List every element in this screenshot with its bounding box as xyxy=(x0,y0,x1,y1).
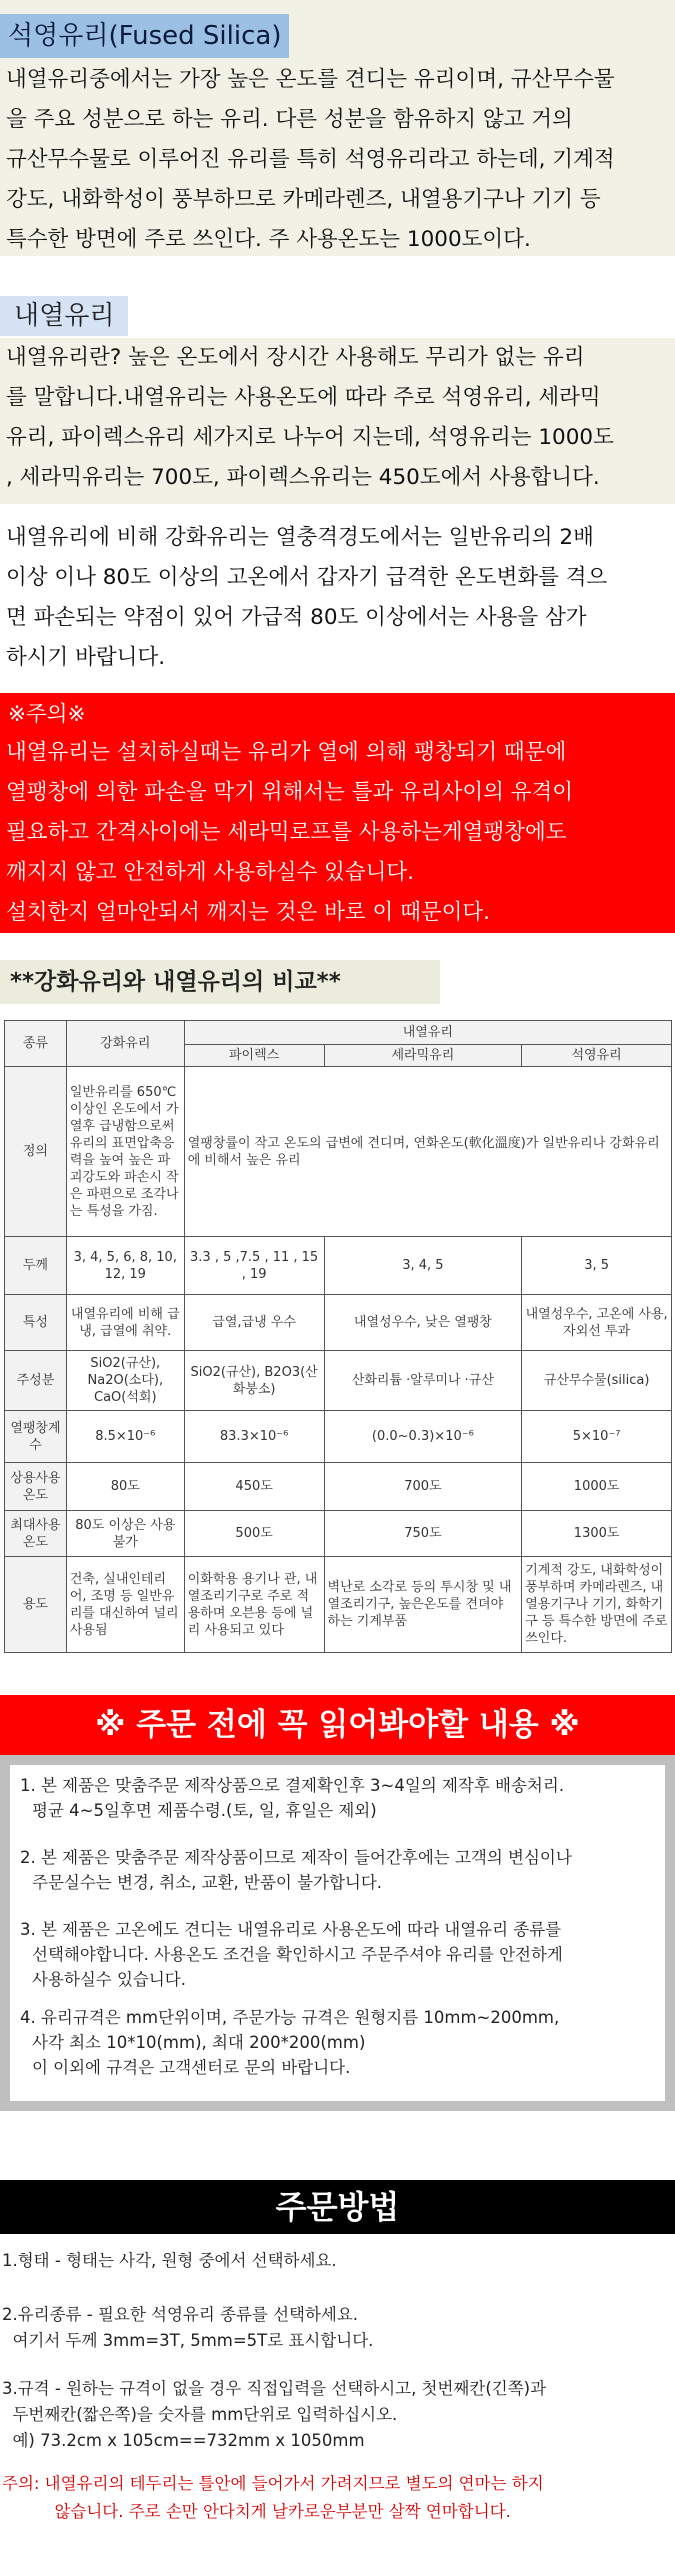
text-line: 선택해야합니다. 사용온도 조건을 확인하시고 주문주셔야 유리를 안전하게 xyxy=(32,1945,563,1964)
heat-glass-section xyxy=(0,338,675,504)
table-cell: 열팽창률이 작고 온도의 급변에 견디며, 연화온도(軟化溫度)가 일반유리나 강화유리에 비해서 높은 유리 xyxy=(184,1067,671,1237)
order-step xyxy=(2,2302,373,2354)
row-label: 특성 xyxy=(5,1295,67,1351)
fused-silica-title: 석영유리(Fused Silica) xyxy=(0,14,289,58)
caution-box xyxy=(0,693,675,933)
row-label: 상용사용온도 xyxy=(5,1463,67,1511)
table-row xyxy=(5,1411,672,1463)
table-cell: 규산무수물(silica) xyxy=(522,1351,672,1411)
table-cell: 기계적 강도, 내화학성이 풍부하며 카메라렌즈, 내열용기구나 기기, 화학기구 등 특수한 방면에 주로 쓰인다. xyxy=(522,1557,672,1653)
text-line: 주문실수는 변경, 취소, 교환, 반품이 불가합니다. xyxy=(32,1873,383,1892)
fused-silica-section xyxy=(0,0,675,256)
order-notice-content xyxy=(10,1765,665,2101)
row-label: 정의 xyxy=(5,1067,67,1237)
text-line: 특수한 방면에 주로 쓰인다. 주 사용온도는 1000도이다. xyxy=(6,227,531,252)
text-line: 규산무수물로 이루어진 유리를 특히 석영유리라고 하는데, 기계적 xyxy=(6,147,615,172)
row-label: 두께 xyxy=(5,1237,67,1295)
table-cell: 3.3 , 5 ,7.5 , 11 , 15 , 19 xyxy=(184,1237,324,1295)
notice-item xyxy=(20,1773,564,1823)
caution-text xyxy=(6,733,670,933)
table-header-quartz: 석영유리 xyxy=(522,1045,672,1067)
order-footnote xyxy=(0,2470,675,2526)
fused-silica-description xyxy=(6,60,670,260)
table-cell: 450도 xyxy=(184,1463,324,1511)
table-cell: 산화리튬 ·알루미나 ·규산 xyxy=(324,1351,522,1411)
text-line: 를 말합니다.내열유리는 사용온도에 따라 주로 석영유리, 세라믹 xyxy=(6,385,601,410)
how-to-order-title: 주문방법 xyxy=(0,2180,675,2234)
row-label: 최대사용온도 xyxy=(5,1511,67,1557)
table-cell: 3, 4, 5, 6, 8, 10, 12, 19 xyxy=(66,1237,184,1295)
text-line: , 세라믹유리는 700도, 파이렉스유리는 450도에서 사용합니다. xyxy=(6,465,600,490)
text-line: 사용하실수 있습니다. xyxy=(32,1970,186,1989)
table-row xyxy=(5,1351,672,1411)
table-cell: 내열성우수, 고온에 사용, 자외선 투과 xyxy=(522,1295,672,1351)
text-line: 유리, 파이렉스유리 세가지로 나누어 지는데, 석영유리는 1000도 xyxy=(6,425,614,450)
text-line: 설치한지 얼마안되서 깨지는 것은 바로 이 때문이다. xyxy=(6,900,490,925)
table-cell: 급열,급냉 우수 xyxy=(184,1295,324,1351)
table-row xyxy=(5,1463,672,1511)
row-label: 주성분 xyxy=(5,1351,67,1411)
text-line: 평균 4~5일후면 제품수령.(토, 일, 휴일은 제외) xyxy=(32,1801,377,1820)
text-line: 1. 본 제품은 맞춤주문 제작상품으로 결제확인후 3~4일의 제작후 배송처리. xyxy=(20,1776,565,1795)
row-label: 열팽창계수 xyxy=(5,1411,67,1463)
table-cell: 3, 4, 5 xyxy=(324,1237,522,1295)
text-line: 사각 최소 10*10(mm), 최대 200*200(mm) xyxy=(32,2033,366,2052)
table-cell: 750도 xyxy=(324,1511,522,1557)
text-line: 열팽창에 의한 파손을 막기 위해서는 틀과 유리사이의 유격이 xyxy=(6,780,574,805)
text-line: 3.규격 - 원하는 규격이 없을 경우 직접입력을 선택하시고, 첫번째칸(긴쪽)과 xyxy=(2,2379,547,2398)
tempered-glass-note xyxy=(6,518,670,678)
table-cell: 1300도 xyxy=(522,1511,672,1557)
text-line: 여기서 두께 3mm=3T, 5mm=5T로 표시합니다. xyxy=(2,2331,374,2350)
text-line: 면 파손되는 약점이 있어 가급적 80도 이상에서는 사용을 삼가 xyxy=(6,605,587,630)
table-cell: 5×10⁻⁷ xyxy=(522,1411,672,1463)
table-row xyxy=(5,1557,672,1653)
table-cell: 83.3×10⁻⁶ xyxy=(184,1411,324,1463)
table-cell: 일반유리를 650℃이상인 온도에서 가열후 급냉함으로써 유리의 표면압축응력을 높여 높은 파괴강도와 파손시 작은 파편으로 조각나는 특성을 가짐. xyxy=(66,1067,184,1237)
row-label: 용도 xyxy=(5,1557,67,1653)
heat-glass-title: 내열유리 xyxy=(0,296,128,336)
text-line: 4. 유리규격은 mm단위이며, 주문가능 규격은 원형지름 10mm~200mm, xyxy=(20,2008,560,2027)
text-line: 필요하고 간격사이에는 세라믹로프를 사용하는게열팽창에도 xyxy=(6,820,567,845)
table-row xyxy=(5,1067,672,1237)
table-cell: 1000도 xyxy=(522,1463,672,1511)
table-row xyxy=(5,1237,672,1295)
notice-item xyxy=(20,1917,563,1992)
table-cell: 건축, 실내인테리어, 조명 등 일반유리를 대신하여 널리 사용됨 xyxy=(66,1557,184,1653)
table-cell: 80도 이상은 사용불가 xyxy=(66,1511,184,1557)
text-line: 1.형태 - 형태는 사각, 원형 중에서 선택하세요. xyxy=(2,2251,337,2270)
table-cell: 내열성우수, 낮은 열팽창 xyxy=(324,1295,522,1351)
table-header-pyrex: 파이렉스 xyxy=(184,1045,324,1067)
text-line: 예) 73.2cm x 105cm==732mm x 1050mm xyxy=(2,2431,365,2450)
comparison-title: **강화유리와 내열유리의 비교** xyxy=(0,960,440,1004)
text-line: 주의: 내열유리의 테두리는 틀안에 들어가서 가려지므로 별도의 연마는 하지 xyxy=(2,2474,544,2493)
table-cell: 3, 5 xyxy=(522,1237,672,1295)
text-line: 강도, 내화학성이 풍부하므로 카메라렌즈, 내열용기구나 기기 등 xyxy=(6,187,601,212)
order-step xyxy=(2,2248,337,2274)
table-cell: SiO2(규산), Na2O(소다), CaO(석회) xyxy=(66,1351,184,1411)
text-line: 2. 본 제품은 맞춤주문 제작상품이므로 제작이 들어간후에는 고객의 변심이나 xyxy=(20,1848,572,1867)
table-cell: 700도 xyxy=(324,1463,522,1511)
notice-item xyxy=(20,1845,572,1895)
table-header-heat: 내열유리 xyxy=(184,1021,671,1045)
text-line: 이상 이나 80도 이상의 고온에서 갑자기 급격한 온도변화를 격으 xyxy=(6,565,608,590)
caution-title: ※주의※ xyxy=(8,702,86,727)
notice-item xyxy=(20,2005,559,2080)
table-cell: SiO2(규산), B2O3(산화붕소) xyxy=(184,1351,324,1411)
table-cell: 8.5×10⁻⁶ xyxy=(66,1411,184,1463)
heat-glass-description xyxy=(6,338,670,498)
table-row xyxy=(5,1295,672,1351)
table-cell: 이화학용 용기나 관, 내열조리기구로 주로 적용하며 오븐용 등에 널리 사용되고 있다 xyxy=(184,1557,324,1653)
table-cell: 80도 xyxy=(66,1463,184,1511)
text-line: 하시기 바랍니다. xyxy=(6,645,166,670)
text-line: 내열유리에 비해 강화유리는 열충격경도에서는 일반유리의 2배 xyxy=(6,525,594,550)
order-notice xyxy=(0,1695,675,2111)
table-header-ceramic: 세라믹유리 xyxy=(324,1045,522,1067)
text-line: 이 이외에 규격은 고객센터로 문의 바랍니다. xyxy=(32,2058,351,2077)
table-cell: (0.0~0.3)×10⁻⁶ xyxy=(324,1411,522,1463)
text-line: 깨지지 않고 안전하게 사용하실수 있습니다. xyxy=(6,860,415,885)
comparison-table xyxy=(4,1020,672,1653)
text-line: 두번째칸(짧은쪽)을 숫자를 mm단위로 입력하십시오. xyxy=(2,2405,398,2424)
order-notice-title: ※ 주문 전에 꼭 읽어봐야할 내용 ※ xyxy=(0,1695,675,1755)
text-line: 2.유리종류 - 필요한 석영유리 종류를 선택하세요. xyxy=(2,2305,359,2324)
text-line: 내열유리란? 높은 온도에서 장시간 사용해도 무리가 없는 유리 xyxy=(6,345,585,370)
table-cell: 500도 xyxy=(184,1511,324,1557)
text-line: 않습니다. 주로 손만 안다치게 날카로운부분만 살짝 연마합니다. xyxy=(2,2502,511,2521)
text-line: 내열유리는 설치하실때는 유리가 열에 의해 팽창되기 때문에 xyxy=(6,740,567,765)
text-line: 내열유리중에서는 가장 높은 온도를 견디는 유리이며, 규산무수물 xyxy=(6,67,615,92)
text-line: 을 주요 성분으로 하는 유리. 다른 성분을 함유하지 않고 거의 xyxy=(6,107,573,132)
table-cell: 내열유리에 비해 급냉, 급열에 취약. xyxy=(66,1295,184,1351)
order-step xyxy=(2,2376,546,2454)
table-row xyxy=(5,1511,672,1557)
text-line: 3. 본 제품은 고온에도 견디는 내열유리로 사용온도에 따라 내열유리 종류를 xyxy=(20,1920,562,1939)
table-header-kind: 종류 xyxy=(5,1021,67,1067)
table-header-tempered: 강화유리 xyxy=(66,1021,184,1067)
table-cell: 벽난로 소각로 등의 투시창 및 내열조리기구, 높은온도를 견뎌야 하는 기계부품 xyxy=(324,1557,522,1653)
